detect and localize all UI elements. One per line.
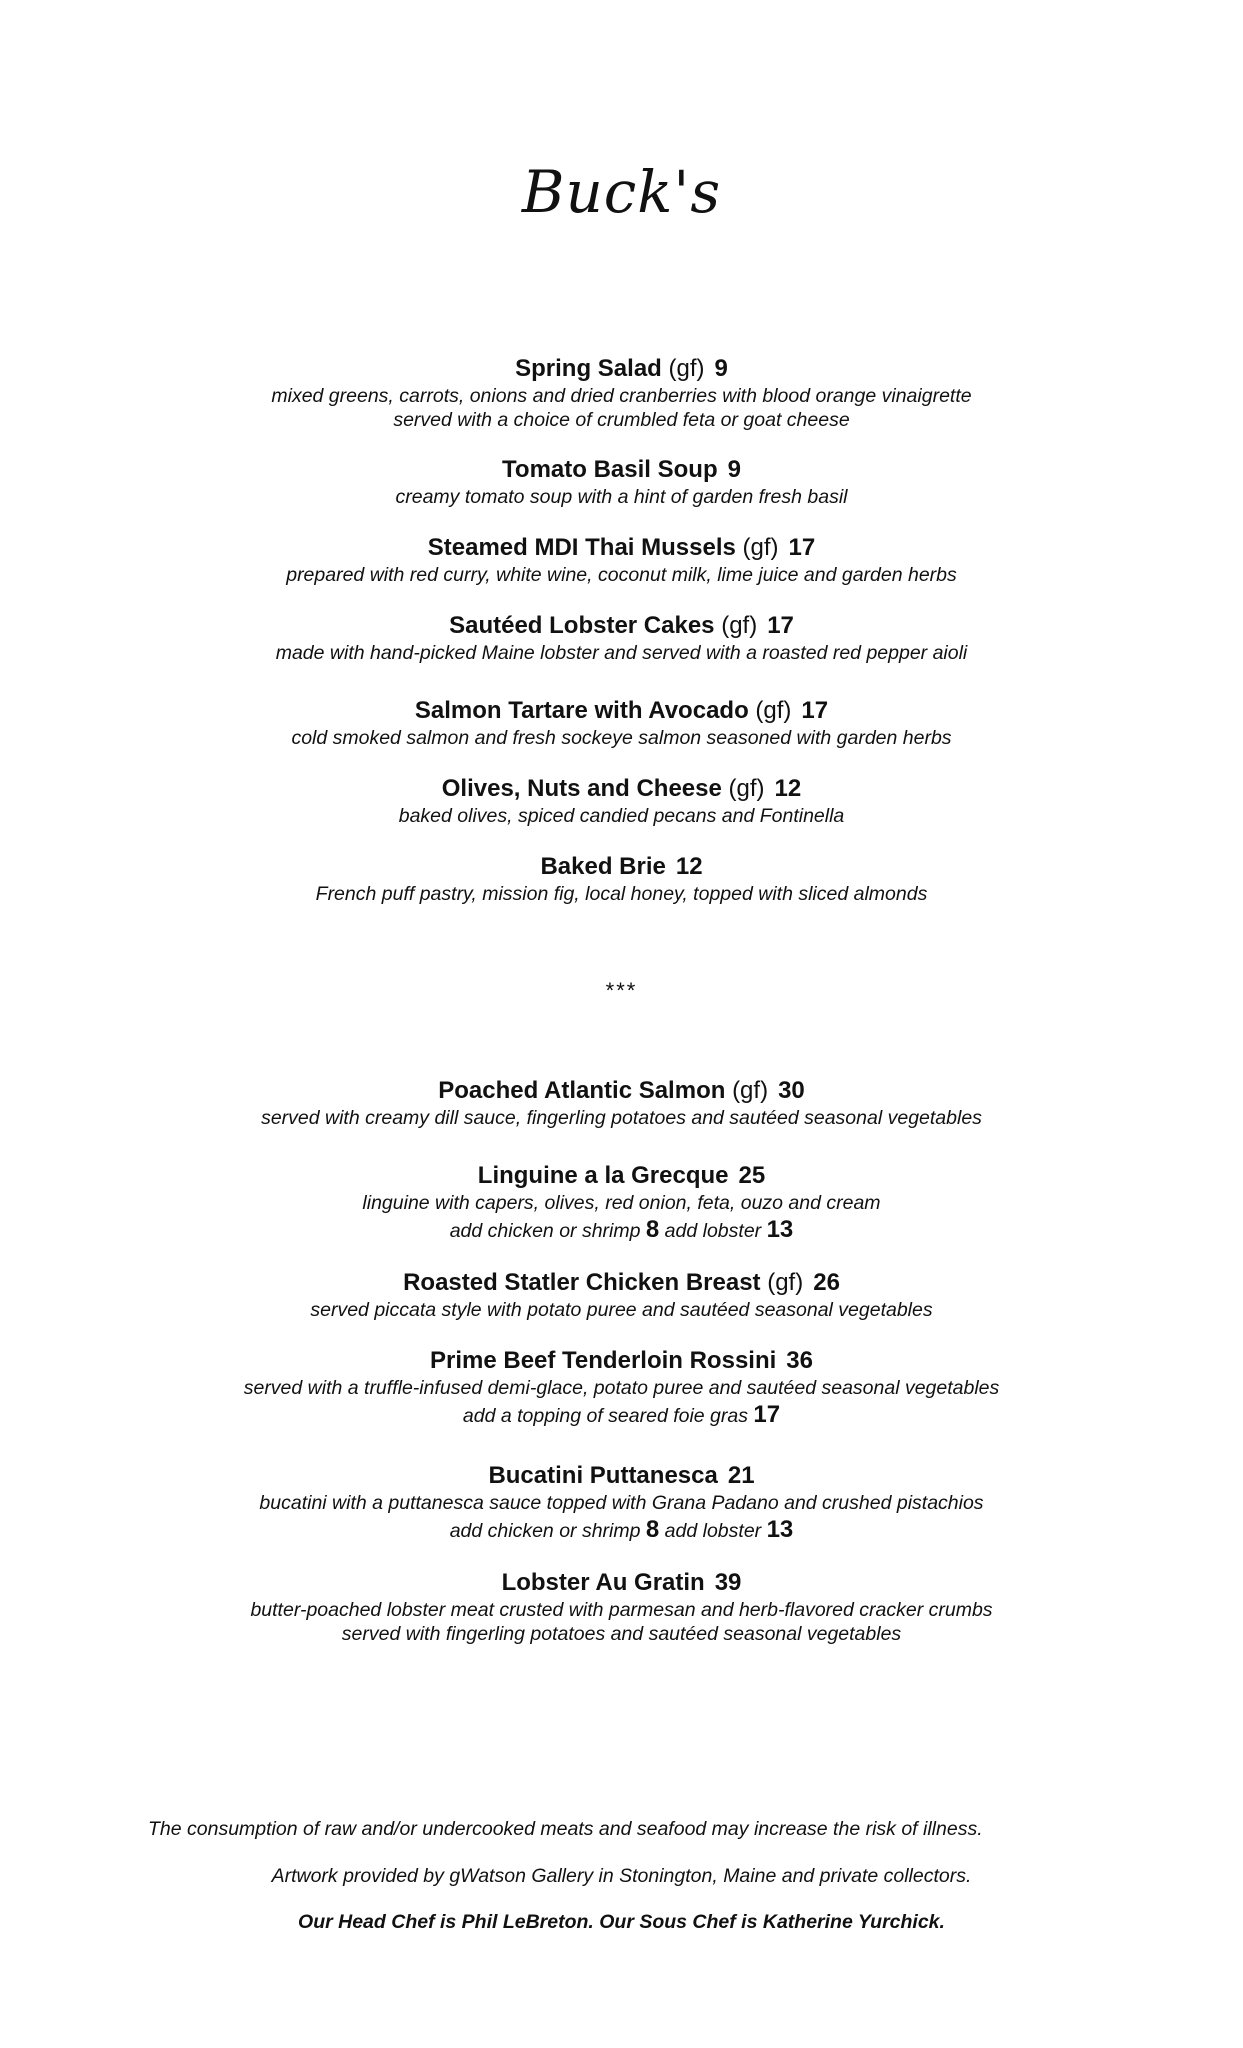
item-title	[0, 1568, 1243, 1598]
item-description: served with creamy dill sauce, fingerling potatoes and sautéed seasonal vegetables	[261, 1107, 982, 1129]
item-title	[0, 1268, 1243, 1298]
item-description: baked olives, spiced candied pecans and Fontinella	[398, 805, 845, 827]
gluten-free-tag: (gf)	[732, 1077, 769, 1104]
addon-label: add chicken or shrimp	[449, 1520, 641, 1542]
addon-label: add lobster	[664, 1520, 762, 1542]
item-price: 12	[774, 775, 802, 802]
menu-item	[0, 696, 1243, 750]
health-warning: The consumption of raw and/or undercooked meats and seafood may increase the risk of illness.	[148, 1818, 983, 1840]
menu-item	[0, 1568, 1243, 1646]
menu-item	[0, 1076, 1243, 1130]
addon-label: add a topping of seared foie gras	[462, 1405, 748, 1427]
item-price: 39	[714, 1569, 742, 1596]
chef-credit: Our Head Chef is Phil LeBreton. Our Sous Chef is Katherine Yurchick.	[298, 1911, 945, 1933]
item-title	[0, 696, 1243, 726]
item-title	[0, 1461, 1243, 1491]
item-price: 12	[675, 853, 703, 880]
addon-label: add lobster	[664, 1220, 762, 1242]
item-title	[0, 1076, 1243, 1106]
item-price: 25	[738, 1162, 766, 1189]
item-name: Poached Atlantic Salmon	[438, 1077, 726, 1104]
item-description: served with a choice of crumbled feta or goat cheese	[393, 409, 850, 431]
item-name: Prime Beef Tenderloin Rossini	[429, 1347, 777, 1374]
item-name: Steamed MDI Thai Mussels	[427, 534, 736, 561]
menu-item	[0, 1346, 1243, 1431]
item-description: prepared with red curry, white wine, coconut milk, lime juice and garden herbs	[286, 564, 957, 586]
item-price: 21	[727, 1462, 755, 1489]
item-description: butter-poached lobster meat crusted with parmesan and herb-flavored cracker crumbs	[250, 1599, 993, 1621]
addon-price: 13	[766, 1216, 794, 1243]
item-description: mixed greens, carrots, onions and dried cranberries with blood orange vinaigrette	[271, 385, 972, 407]
item-title	[0, 611, 1243, 641]
item-price: 9	[727, 456, 741, 483]
item-description: French puff pastry, mission fig, local honey, topped with sliced almonds	[315, 883, 928, 905]
gluten-free-tag: (gf)	[721, 612, 758, 639]
item-title	[0, 1346, 1243, 1376]
item-name: Roasted Statler Chicken Breast	[403, 1269, 761, 1296]
gluten-free-tag: (gf)	[668, 355, 705, 382]
item-name: Baked Brie	[540, 853, 666, 880]
menu-item	[0, 1268, 1243, 1322]
item-title	[0, 455, 1243, 485]
item-title	[0, 1161, 1243, 1191]
item-description: creamy tomato soup with a hint of garden fresh basil	[395, 486, 848, 508]
item-title	[0, 354, 1243, 384]
item-addons	[0, 1400, 1243, 1431]
item-name: Tomato Basil Soup	[502, 456, 718, 483]
item-name: Sautéed Lobster Cakes	[449, 612, 715, 639]
menu-item	[0, 533, 1243, 587]
item-title	[0, 533, 1243, 563]
item-price: 17	[801, 697, 829, 724]
item-description: made with hand-picked Maine lobster and served with a roasted red pepper aioli	[275, 642, 968, 664]
menu-item	[0, 1461, 1243, 1546]
addon-price: 17	[753, 1401, 781, 1428]
gluten-free-tag: (gf)	[742, 534, 779, 561]
item-name: Bucatini Puttanesca	[488, 1462, 718, 1489]
item-addons	[0, 1515, 1243, 1546]
gluten-free-tag: (gf)	[728, 775, 765, 802]
item-name: Spring Salad	[515, 355, 662, 382]
addon-label: add chicken or shrimp	[449, 1220, 641, 1242]
item-name: Salmon Tartare with Avocado	[414, 697, 749, 724]
menu-item	[0, 774, 1243, 828]
menu-item	[0, 1161, 1243, 1246]
menu-item	[0, 455, 1243, 509]
item-description: served with fingerling potatoes and sautéed seasonal vegetables	[341, 1623, 902, 1645]
item-description: cold smoked salmon and fresh sockeye salmon seasoned with garden herbs	[291, 727, 952, 749]
artwork-credit: Artwork provided by gWatson Gallery in Stonington, Maine and private collectors.	[271, 1865, 972, 1887]
gluten-free-tag: (gf)	[755, 697, 792, 724]
menu-item	[0, 354, 1243, 432]
item-description: served piccata style with potato puree and sautéed seasonal vegetables	[310, 1299, 933, 1321]
menu-item	[0, 852, 1243, 906]
menu-item	[0, 611, 1243, 665]
item-price: 30	[778, 1077, 805, 1104]
section-divider: ***	[605, 978, 638, 1003]
item-description: served with a truffle-infused demi-glace, potato puree and sautéed seasonal vegetables	[243, 1377, 1000, 1399]
item-price: 9	[714, 355, 728, 382]
item-price: 26	[813, 1269, 840, 1296]
addon-price: 13	[766, 1516, 794, 1543]
item-price: 17	[767, 612, 794, 639]
item-addons	[0, 1215, 1243, 1246]
item-title	[0, 852, 1243, 882]
item-name: Olives, Nuts and Cheese	[441, 775, 722, 802]
item-name: Linguine a la Grecque	[477, 1162, 729, 1189]
item-name: Lobster Au Gratin	[501, 1569, 705, 1596]
item-title	[0, 774, 1243, 804]
restaurant-logo: Buck's	[521, 158, 722, 226]
item-price: 36	[786, 1347, 813, 1374]
addon-price: 8	[645, 1516, 660, 1543]
item-description: linguine with capers, olives, red onion, feta, ouzo and cream	[362, 1192, 881, 1214]
item-price: 17	[788, 534, 816, 561]
item-description: bucatini with a puttanesca sauce topped with Grana Padano and crushed pistachios	[259, 1492, 984, 1514]
addon-price: 8	[645, 1216, 660, 1243]
gluten-free-tag: (gf)	[767, 1269, 804, 1296]
